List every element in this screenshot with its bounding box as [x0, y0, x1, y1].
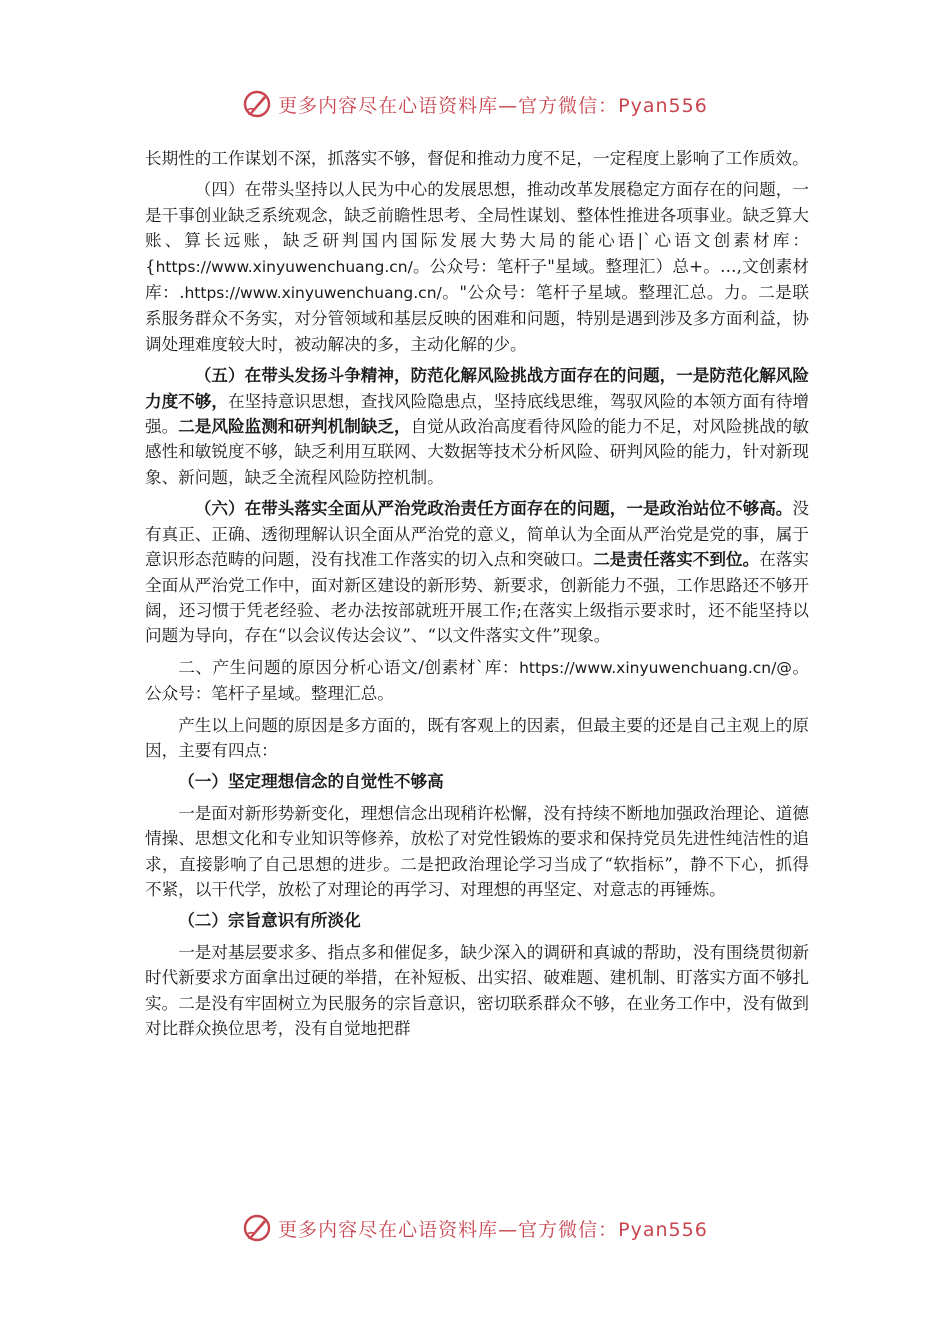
footer-banner-text: 更多内容尽在心语资料库—官方微信：Pyan556	[278, 1218, 708, 1241]
subheading-two: （二）宗旨意识有所淡化	[178, 910, 361, 931]
quill-pen-logo-icon	[242, 89, 272, 119]
footer-banner	[0, 1208, 950, 1248]
paragraph-cause-analysis-heading: 二、产生问题的原因分析心语文/创素材`库：https://www.xinyuwenchuang.cn/@。公众号：笔杆子星域。整理汇总。	[145, 657, 809, 704]
paragraph-continuation: 长期性的工作谋划不深，抓落实不够，督促和推动力度不足，一定程度上影响了工作质效。	[145, 149, 809, 168]
paragraph-cause-intro: 产生以上问题的原因是多方面的，既有客观上的因素，但最主要的还是自己主观上的原因，主要有四点：	[145, 715, 809, 760]
paragraph-section-five: （五）在带头发扬斗争精神，防范化解风险挑战方面存在的问题，一是防范化解风险力度不够，在坚持意识思想，查找风险隐患点，坚持底线思维，驾驭风险的本领方面有待增强。二是风险监测和研判机制缺乏，自觉从政治高度看待风险的能力不足，对风险挑战的敏感性和敏锐度不够，缺乏利用互联网、大数据等技术分析风险、研判风险的能力，针对新现象、新问题，缺乏全流程风险防控机制。	[145, 365, 810, 487]
header-banner-text: 更多内容尽在心语资料库—官方微信：Pyan556	[278, 94, 708, 117]
emphasis-text: 二是风险监测和研判机制缺乏，	[178, 416, 411, 437]
document-body	[145, 146, 809, 1041]
header-banner	[0, 84, 950, 124]
subheading-one: （一）坚定理想信念的自觉性不够高	[178, 771, 444, 792]
watermark-link: https://www.xinyuwenchuang.cn/@	[519, 658, 792, 677]
quill-pen-logo-icon	[242, 1213, 272, 1243]
watermark-link: https://www.xinyuwenchuang.cn/	[184, 284, 442, 303]
paragraph-subsection-two: 一是对基层要求多、指点多和催促多，缺少深入的调研和真诚的帮助，没有围绕贯彻新时代新要求方面拿出过硬的举措，在补短板、出实招、破难题、建机制、盯落实方面不够扎实。二是没有牢固树立为民服务的宗旨意识，密切联系群众不够，在业务工作中，没有做到对比群众换位思考，没有自觉地把群	[145, 942, 809, 1038]
paragraph-subsection-one: 一是面对新形势新变化，理想信念出现稍许松懈，没有持续不断地加强政治理论、道德情操、思想文化和专业知识等修养，放松了对党性锻炼的要求和保持党员先进性纯洁性的追求，直接影响了自己思想的进步。二是把政治理论学习当成了“软指标”，静不下心，抓得不紧，以干代学，放松了对理论的再学习、对理想的再坚定、对意志的再锤炼。	[145, 803, 809, 899]
emphasis-text: 二是责任落实不到位。	[593, 549, 760, 570]
watermark-link: https://www.xinyuwenchuang.cn/	[155, 257, 413, 276]
section-heading-text: （五）在带头发扬斗争精神，防范化解风险挑战方面存在的问题，一是防范化解风险力度不够，	[145, 365, 809, 411]
paragraph-section-six: （六）在带头落实全面从严治党政治责任方面存在的问题，一是政治站位不够高。没有真正、正确、透彻理解认识全面从严治党的意义，简单认为全面从严治党是党的事，属于意识形态范畴的问题，没有找准工作落实的切入点和突破口。二是责任落实不到位。在落实全面从严治党工作中，面对新区建设的新形势、新要求，创新能力不强，工作思路还不够开阔，还习惯于凭老经验、老办法按部就班开展工作;在落实上级指示要求时，还不能坚持以问题为导向，存在“以会议传达会议”、“以文件落实文件”现象。	[145, 498, 810, 646]
section-heading-text: （六）在带头落实全面从严治党政治责任方面存在的问题，一是政治站位不够高。	[194, 498, 793, 519]
paragraph-section-four: （四）在带头坚持以人民为中心的发展思想，推动改革发展稳定方面存在的问题，一是干事创业缺乏系统观念，缺乏前瞻性思考、全局性谋划、整体性推进各项事业。缺乏算大账、算长远账，缺乏研判国内国际发展大势大局的能心语|`心语文创素材库：{https://www.xinyuwenchuang.cn/。公众号：笔杆子"星域。整理汇）总+。…,文创素材库：.https://www.xinyuwenchuang.cn/。"公众号：笔杆子星域。整理汇总。力。二是联系服务群众不务实，对分管领域和基层反映的困难和问题，特别是遇到涉及多方面利益，协调处理难度较大时，被动解决的多，主动化解的少。	[145, 180, 809, 354]
